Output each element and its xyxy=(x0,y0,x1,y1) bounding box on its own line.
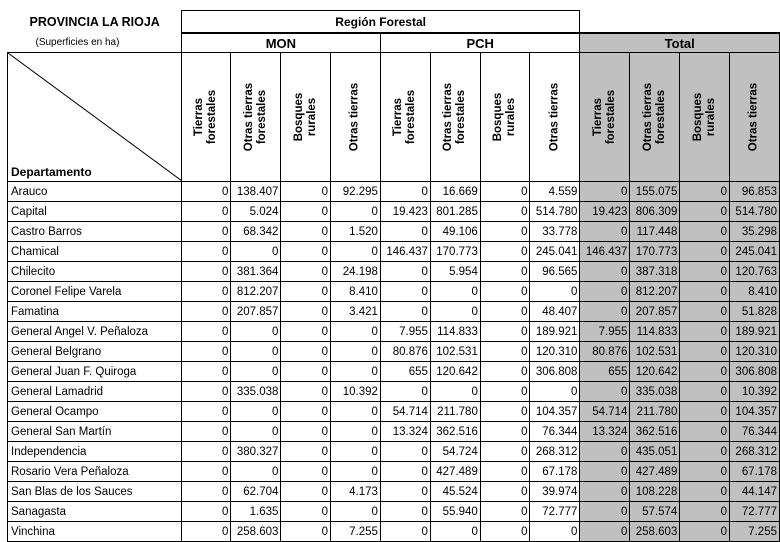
table-row xyxy=(8,422,780,442)
cell-mon-bosques-rurales: 0 xyxy=(281,262,331,282)
cell-total-bosques-rurales: 0 xyxy=(680,322,730,342)
table-row xyxy=(8,242,780,262)
cell-pch-otras-tierras: 120.310 xyxy=(530,342,580,362)
cell-mon-bosques-rurales: 0 xyxy=(281,442,331,462)
cell-pch-bosques-rurales: 0 xyxy=(480,362,530,382)
cell-total-otras-tierras-forestales: 806.309 xyxy=(630,202,680,222)
col-header-label: Otras tierras forestales xyxy=(641,82,667,152)
cell-total-otras-tierras-forestales: 427.489 xyxy=(630,462,680,482)
col-header-pch-otras-tierras xyxy=(530,53,580,182)
col-header-label: Otras tierras forestales xyxy=(442,82,468,152)
cell-total-tierras-forestales: 0 xyxy=(580,522,630,542)
cell-pch-otras-tierras-forestales: 801.285 xyxy=(430,202,480,222)
cell-pch-bosques-rurales: 0 xyxy=(480,282,530,302)
col-header-label: Tierras forestales xyxy=(591,89,617,145)
department-name: Famatina xyxy=(8,302,182,322)
cell-mon-bosques-rurales: 0 xyxy=(281,362,331,382)
cell-mon-tierras-forestales: 0 xyxy=(181,282,231,302)
table-row xyxy=(8,322,780,342)
cell-mon-tierras-forestales: 0 xyxy=(181,522,231,542)
cell-total-otras-tierras: 245.041 xyxy=(729,242,779,262)
cell-total-bosques-rurales: 0 xyxy=(680,242,730,262)
department-name: Castro Barros xyxy=(8,222,182,242)
cell-total-otras-tierras-forestales: 258.603 xyxy=(630,522,680,542)
cell-pch-bosques-rurales: 0 xyxy=(480,222,530,242)
col-header-mon-bosques-rurales xyxy=(281,53,331,182)
cell-total-bosques-rurales: 0 xyxy=(680,262,730,282)
cell-pch-otras-tierras: 4.559 xyxy=(530,182,580,202)
col-header-label: Tierras forestales xyxy=(193,89,219,145)
cell-pch-bosques-rurales: 0 xyxy=(480,442,530,462)
cell-total-tierras-forestales: 655 xyxy=(580,362,630,382)
group-pch: PCH xyxy=(380,33,580,53)
cell-mon-tierras-forestales: 0 xyxy=(181,202,231,222)
cell-total-otras-tierras-forestales: 387.318 xyxy=(630,262,680,282)
cell-mon-tierras-forestales: 0 xyxy=(181,242,231,262)
cell-mon-otras-tierras: 1.520 xyxy=(331,222,381,242)
cell-total-otras-tierras: 76.344 xyxy=(729,422,779,442)
cell-total-bosques-rurales: 0 xyxy=(680,362,730,382)
cell-mon-otras-tierras: 10.392 xyxy=(331,382,381,402)
cell-pch-otras-tierras-forestales: 170.773 xyxy=(430,242,480,262)
units-subtitle: (Superficies en ha) xyxy=(35,37,120,48)
cell-total-tierras-forestales: 0 xyxy=(580,222,630,242)
col-header-pch-otras-tierras-forestales xyxy=(430,53,480,182)
cell-mon-tierras-forestales: 0 xyxy=(181,462,231,482)
cell-pch-tierras-forestales: 13.324 xyxy=(380,422,430,442)
group-mon: MON xyxy=(181,33,380,53)
table-row xyxy=(8,402,780,422)
department-name: Sanagasta xyxy=(8,502,182,522)
cell-mon-otras-tierras: 24.198 xyxy=(331,262,381,282)
cell-mon-tierras-forestales: 0 xyxy=(181,502,231,522)
cell-total-otras-tierras-forestales: 211.780 xyxy=(630,402,680,422)
cell-mon-tierras-forestales: 0 xyxy=(181,442,231,462)
cell-total-otras-tierras: 72.777 xyxy=(729,502,779,522)
col-header-total-bosques-rurales xyxy=(680,53,730,182)
col-header-label: Otras tierras xyxy=(348,82,361,152)
cell-mon-bosques-rurales: 0 xyxy=(281,322,331,342)
cell-mon-otras-tierras-forestales: 5.024 xyxy=(231,202,281,222)
cell-mon-otras-tierras-forestales: 0 xyxy=(231,462,281,482)
cell-pch-bosques-rurales: 0 xyxy=(480,482,530,502)
table-row xyxy=(8,222,780,242)
cell-pch-otras-tierras-forestales: 0 xyxy=(430,382,480,402)
cell-mon-otras-tierras-forestales: 0 xyxy=(231,322,281,342)
cell-total-tierras-forestales: 0 xyxy=(580,462,630,482)
cell-pch-otras-tierras: 48.407 xyxy=(530,302,580,322)
cell-total-otras-tierras: 35.298 xyxy=(729,222,779,242)
cell-total-otras-tierras-forestales: 435.051 xyxy=(630,442,680,462)
cell-total-bosques-rurales: 0 xyxy=(680,502,730,522)
cell-total-tierras-forestales: 0 xyxy=(580,382,630,402)
department-name: Independencia xyxy=(8,442,182,462)
cell-total-bosques-rurales: 0 xyxy=(680,282,730,302)
department-header-cell xyxy=(8,53,182,182)
cell-pch-bosques-rurales: 0 xyxy=(480,202,530,222)
cell-total-bosques-rurales: 0 xyxy=(680,522,730,542)
cell-total-otras-tierras-forestales: 812.207 xyxy=(630,282,680,302)
cell-total-bosques-rurales: 0 xyxy=(680,462,730,482)
cell-mon-otras-tierras: 0 xyxy=(331,342,381,362)
cell-mon-otras-tierras: 0 xyxy=(331,422,381,442)
cell-total-otras-tierras-forestales: 170.773 xyxy=(630,242,680,262)
cell-mon-bosques-rurales: 0 xyxy=(281,422,331,442)
cell-mon-bosques-rurales: 0 xyxy=(281,462,331,482)
cell-mon-bosques-rurales: 0 xyxy=(281,382,331,402)
cell-pch-otras-tierras: 67.178 xyxy=(530,462,580,482)
cell-mon-tierras-forestales: 0 xyxy=(181,182,231,202)
cell-mon-bosques-rurales: 0 xyxy=(281,302,331,322)
table-row xyxy=(8,282,780,302)
department-name: General Juan F. Quiroga xyxy=(8,362,182,382)
cell-mon-tierras-forestales: 0 xyxy=(181,402,231,422)
cell-pch-otras-tierras: 0 xyxy=(530,282,580,302)
cell-mon-otras-tierras: 3.421 xyxy=(331,302,381,322)
cell-pch-tierras-forestales: 0 xyxy=(380,302,430,322)
department-header: Departamento xyxy=(11,165,92,179)
cell-total-otras-tierras: 8.410 xyxy=(729,282,779,302)
cell-mon-bosques-rurales: 0 xyxy=(281,282,331,302)
cell-pch-tierras-forestales: 7.955 xyxy=(380,322,430,342)
cell-pch-tierras-forestales: 0 xyxy=(380,522,430,542)
table-row xyxy=(8,502,780,522)
cell-pch-bosques-rurales: 0 xyxy=(480,462,530,482)
cell-pch-otras-tierras-forestales: 49.106 xyxy=(430,222,480,242)
cell-pch-otras-tierras: 189.921 xyxy=(530,322,580,342)
cell-pch-otras-tierras-forestales: 427.489 xyxy=(430,462,480,482)
col-header-label: Tierras forestales xyxy=(392,89,418,145)
cell-pch-tierras-forestales: 0 xyxy=(380,382,430,402)
cell-pch-tierras-forestales: 54.714 xyxy=(380,402,430,422)
cell-mon-otras-tierras-forestales: 62.704 xyxy=(231,482,281,502)
cell-total-tierras-forestales: 7.955 xyxy=(580,322,630,342)
department-name: Chilecito xyxy=(8,262,182,282)
cell-pch-tierras-forestales: 655 xyxy=(380,362,430,382)
cell-pch-otras-tierras-forestales: 0 xyxy=(430,282,480,302)
cell-pch-bosques-rurales: 0 xyxy=(480,402,530,422)
cell-pch-otras-tierras: 306.808 xyxy=(530,362,580,382)
cell-mon-otras-tierras: 7.255 xyxy=(331,522,381,542)
cell-mon-tierras-forestales: 0 xyxy=(181,322,231,342)
cell-pch-otras-tierras-forestales: 114.833 xyxy=(430,322,480,342)
cell-mon-otras-tierras-forestales: 0 xyxy=(231,342,281,362)
cell-mon-bosques-rurales: 0 xyxy=(281,182,331,202)
cell-pch-tierras-forestales: 0 xyxy=(380,182,430,202)
cell-pch-bosques-rurales: 0 xyxy=(480,242,530,262)
cell-mon-tierras-forestales: 0 xyxy=(181,222,231,242)
department-name: General Belgrano xyxy=(8,342,182,362)
cell-pch-tierras-forestales: 0 xyxy=(380,282,430,302)
cell-pch-otras-tierras: 245.041 xyxy=(530,242,580,262)
col-header-label: Bosques rurales xyxy=(691,92,717,142)
cell-pch-otras-tierras-forestales: 0 xyxy=(430,522,480,542)
cell-total-bosques-rurales: 0 xyxy=(680,302,730,322)
cell-total-tierras-forestales: 0 xyxy=(580,442,630,462)
cell-pch-tierras-forestales: 0 xyxy=(380,482,430,502)
cell-mon-otras-tierras-forestales: 812.207 xyxy=(231,282,281,302)
cell-total-otras-tierras: 120.310 xyxy=(729,342,779,362)
cell-pch-bosques-rurales: 0 xyxy=(480,342,530,362)
cell-mon-bosques-rurales: 0 xyxy=(281,202,331,222)
cell-pch-bosques-rurales: 0 xyxy=(480,502,530,522)
cell-total-tierras-forestales: 13.324 xyxy=(580,422,630,442)
table-row xyxy=(8,302,780,322)
cell-total-bosques-rurales: 0 xyxy=(680,402,730,422)
cell-total-otras-tierras: 104.357 xyxy=(729,402,779,422)
cell-mon-otras-tierras-forestales: 381.364 xyxy=(231,262,281,282)
cell-mon-otras-tierras: 0 xyxy=(331,502,381,522)
cell-mon-otras-tierras-forestales: 138.407 xyxy=(231,182,281,202)
col-header-label: Bosques rurales xyxy=(492,92,518,142)
cell-pch-otras-tierras: 0 xyxy=(530,382,580,402)
cell-mon-bosques-rurales: 0 xyxy=(281,242,331,262)
cell-total-tierras-forestales: 0 xyxy=(580,282,630,302)
cell-mon-tierras-forestales: 0 xyxy=(181,422,231,442)
cell-total-otras-tierras: 120.763 xyxy=(729,262,779,282)
col-header-mon-otras-tierras xyxy=(331,53,381,182)
cell-pch-otras-tierras-forestales: 0 xyxy=(430,302,480,322)
department-name: General Ocampo xyxy=(8,402,182,422)
cell-total-otras-tierras-forestales: 120.642 xyxy=(630,362,680,382)
province-title: PROVINCIA LA RIOJA xyxy=(29,14,160,29)
cell-mon-otras-tierras-forestales: 0 xyxy=(231,422,281,442)
cell-mon-otras-tierras-forestales: 207.857 xyxy=(231,302,281,322)
table-row xyxy=(8,522,780,542)
cell-total-bosques-rurales: 0 xyxy=(680,482,730,502)
group-total: Total xyxy=(580,33,780,53)
cell-pch-tierras-forestales: 0 xyxy=(380,262,430,282)
table-row xyxy=(8,182,780,202)
cell-mon-otras-tierras-forestales: 0 xyxy=(231,362,281,382)
cell-total-tierras-forestales: 0 xyxy=(580,302,630,322)
cell-pch-bosques-rurales: 0 xyxy=(480,262,530,282)
cell-total-otras-tierras: 44.147 xyxy=(729,482,779,502)
cell-pch-tierras-forestales: 19.423 xyxy=(380,202,430,222)
cell-total-otras-tierras: 51.828 xyxy=(729,302,779,322)
cell-total-bosques-rurales: 0 xyxy=(680,202,730,222)
cell-total-bosques-rurales: 0 xyxy=(680,222,730,242)
cell-pch-tierras-forestales: 80.876 xyxy=(380,342,430,362)
cell-mon-otras-tierras-forestales: 68.342 xyxy=(231,222,281,242)
cell-total-otras-tierras: 10.392 xyxy=(729,382,779,402)
cell-pch-otras-tierras: 72.777 xyxy=(530,502,580,522)
cell-total-otras-tierras-forestales: 207.857 xyxy=(630,302,680,322)
cell-pch-bosques-rurales: 0 xyxy=(480,302,530,322)
col-header-label: Otras tierras xyxy=(747,82,760,152)
cell-pch-otras-tierras-forestales: 211.780 xyxy=(430,402,480,422)
col-header-label: Bosques rurales xyxy=(292,92,318,142)
cell-pch-otras-tierras-forestales: 102.531 xyxy=(430,342,480,362)
department-name: Vinchina xyxy=(8,522,182,542)
cell-mon-otras-tierras: 0 xyxy=(331,462,381,482)
cell-total-tierras-forestales: 0 xyxy=(580,182,630,202)
cell-total-otras-tierras: 7.255 xyxy=(729,522,779,542)
cell-mon-bosques-rurales: 0 xyxy=(281,502,331,522)
cell-pch-bosques-rurales: 0 xyxy=(480,382,530,402)
cell-total-otras-tierras-forestales: 155.075 xyxy=(630,182,680,202)
cell-mon-otras-tierras: 0 xyxy=(331,202,381,222)
col-header-mon-otras-tierras-forestales xyxy=(231,53,281,182)
cell-total-otras-tierras: 189.921 xyxy=(729,322,779,342)
cell-pch-tierras-forestales: 0 xyxy=(380,222,430,242)
cell-mon-otras-tierras: 92.295 xyxy=(331,182,381,202)
table-row xyxy=(8,342,780,362)
cell-mon-otras-tierras: 0 xyxy=(331,322,381,342)
cell-total-tierras-forestales: 0 xyxy=(580,502,630,522)
cell-mon-otras-tierras-forestales: 335.038 xyxy=(231,382,281,402)
cell-total-bosques-rurales: 0 xyxy=(680,182,730,202)
cell-mon-otras-tierras: 0 xyxy=(331,402,381,422)
cell-total-otras-tierras-forestales: 117.448 xyxy=(630,222,680,242)
cell-mon-tierras-forestales: 0 xyxy=(181,262,231,282)
cell-total-bosques-rurales: 0 xyxy=(680,382,730,402)
department-name: General San Martín xyxy=(8,422,182,442)
department-name: Arauco xyxy=(8,182,182,202)
blank-corner xyxy=(580,11,780,34)
cell-pch-otras-tierras: 104.357 xyxy=(530,402,580,422)
cell-pch-bosques-rurales: 0 xyxy=(480,422,530,442)
cell-total-tierras-forestales: 146.437 xyxy=(580,242,630,262)
cell-total-otras-tierras-forestales: 362.516 xyxy=(630,422,680,442)
cell-total-otras-tierras-forestales: 114.833 xyxy=(630,322,680,342)
cell-pch-otras-tierras: 268.312 xyxy=(530,442,580,462)
cell-pch-otras-tierras-forestales: 362.516 xyxy=(430,422,480,442)
col-header-label: Otras tierras forestales xyxy=(242,82,268,152)
forest-surface-table xyxy=(7,10,780,542)
cell-total-otras-tierras-forestales: 57.574 xyxy=(630,502,680,522)
department-name: Capital xyxy=(8,202,182,222)
cell-total-tierras-forestales: 0 xyxy=(580,482,630,502)
cell-mon-tierras-forestales: 0 xyxy=(181,342,231,362)
cell-total-bosques-rurales: 0 xyxy=(680,422,730,442)
cell-mon-otras-tierras-forestales: 1.635 xyxy=(231,502,281,522)
cell-total-otras-tierras-forestales: 102.531 xyxy=(630,342,680,362)
cell-total-otras-tierras: 514.780 xyxy=(729,202,779,222)
table-row xyxy=(8,482,780,502)
cell-total-tierras-forestales: 54.714 xyxy=(580,402,630,422)
cell-total-otras-tierras: 67.178 xyxy=(729,462,779,482)
cell-pch-bosques-rurales: 0 xyxy=(480,182,530,202)
table-row xyxy=(8,262,780,282)
cell-total-otras-tierras-forestales: 108.228 xyxy=(630,482,680,502)
region-header: Región Forestal xyxy=(181,11,580,34)
cell-mon-tierras-forestales: 0 xyxy=(181,302,231,322)
table-row xyxy=(8,442,780,462)
cell-mon-otras-tierras-forestales: 0 xyxy=(231,402,281,422)
cell-mon-otras-tierras: 0 xyxy=(331,362,381,382)
cell-pch-otras-tierras: 96.565 xyxy=(530,262,580,282)
cell-mon-tierras-forestales: 0 xyxy=(181,382,231,402)
cell-mon-otras-tierras-forestales: 0 xyxy=(231,242,281,262)
cell-pch-otras-tierras: 0 xyxy=(530,522,580,542)
cell-mon-otras-tierras: 8.410 xyxy=(331,282,381,302)
table-row xyxy=(8,382,780,402)
cell-mon-bosques-rurales: 0 xyxy=(281,482,331,502)
cell-mon-bosques-rurales: 0 xyxy=(281,402,331,422)
cell-mon-otras-tierras: 0 xyxy=(331,242,381,262)
cell-pch-tierras-forestales: 146.437 xyxy=(380,242,430,262)
cell-total-otras-tierras: 306.808 xyxy=(729,362,779,382)
cell-total-tierras-forestales: 19.423 xyxy=(580,202,630,222)
col-header-total-otras-tierras-forestales xyxy=(630,53,680,182)
cell-mon-tierras-forestales: 0 xyxy=(181,362,231,382)
cell-pch-tierras-forestales: 0 xyxy=(380,502,430,522)
cell-pch-bosques-rurales: 0 xyxy=(480,322,530,342)
cell-total-tierras-forestales: 80.876 xyxy=(580,342,630,362)
cell-mon-otras-tierras-forestales: 258.603 xyxy=(231,522,281,542)
cell-mon-bosques-rurales: 0 xyxy=(281,222,331,242)
col-header-total-tierras-forestales xyxy=(580,53,630,182)
table-row xyxy=(8,362,780,382)
col-header-mon-tierras-forestales xyxy=(181,53,231,182)
cell-pch-otras-tierras: 39.974 xyxy=(530,482,580,502)
cell-pch-otras-tierras: 33.778 xyxy=(530,222,580,242)
cell-pch-otras-tierras-forestales: 45.524 xyxy=(430,482,480,502)
cell-total-otras-tierras: 268.312 xyxy=(729,442,779,462)
table-row xyxy=(8,202,780,222)
department-name: General Angel V. Peñaloza xyxy=(8,322,182,342)
col-header-label: Otras tierras xyxy=(548,82,561,152)
department-name: Coronel Felipe Varela xyxy=(8,282,182,302)
col-header-pch-tierras-forestales xyxy=(380,53,430,182)
cell-mon-otras-tierras: 0 xyxy=(331,442,381,462)
cell-pch-otras-tierras-forestales: 5.954 xyxy=(430,262,480,282)
col-header-total-otras-tierras xyxy=(729,53,779,182)
cell-total-bosques-rurales: 0 xyxy=(680,342,730,362)
department-name: Rosario Vera Peñaloza xyxy=(8,462,182,482)
cell-total-tierras-forestales: 0 xyxy=(580,262,630,282)
cell-mon-otras-tierras: 4.173 xyxy=(331,482,381,502)
cell-mon-bosques-rurales: 0 xyxy=(281,342,331,362)
cell-total-bosques-rurales: 0 xyxy=(680,442,730,462)
col-header-pch-bosques-rurales xyxy=(480,53,530,182)
cell-mon-otras-tierras-forestales: 380.327 xyxy=(231,442,281,462)
cell-total-otras-tierras: 96.853 xyxy=(729,182,779,202)
cell-pch-otras-tierras: 76.344 xyxy=(530,422,580,442)
department-name: San Blas de los Sauces xyxy=(8,482,182,502)
cell-pch-otras-tierras-forestales: 120.642 xyxy=(430,362,480,382)
cell-pch-otras-tierras-forestales: 16.669 xyxy=(430,182,480,202)
cell-pch-tierras-forestales: 0 xyxy=(380,462,430,482)
cell-pch-otras-tierras: 514.780 xyxy=(530,202,580,222)
cell-pch-otras-tierras-forestales: 55.940 xyxy=(430,502,480,522)
cell-total-otras-tierras-forestales: 335.038 xyxy=(630,382,680,402)
department-name: Chamical xyxy=(8,242,182,262)
diagonal-divider xyxy=(8,53,181,181)
cell-mon-bosques-rurales: 0 xyxy=(281,522,331,542)
table-row xyxy=(8,462,780,482)
cell-pch-bosques-rurales: 0 xyxy=(480,522,530,542)
cell-pch-tierras-forestales: 0 xyxy=(380,442,430,462)
department-name: General Lamadrid xyxy=(8,382,182,402)
cell-mon-tierras-forestales: 0 xyxy=(181,482,231,502)
cell-pch-otras-tierras-forestales: 54.724 xyxy=(430,442,480,462)
